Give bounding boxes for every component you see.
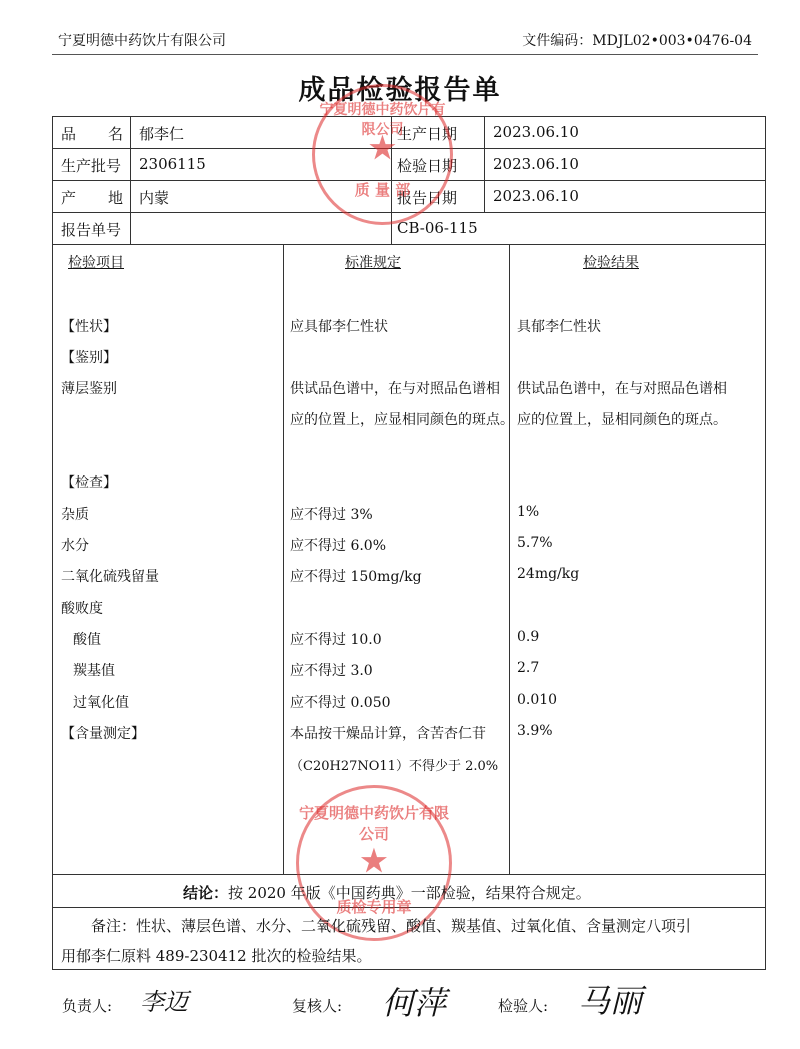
- page-title: 成品检验报告单: [298, 75, 502, 106]
- row-result: 3.9%: [517, 723, 553, 739]
- responsible-signature: 李迈: [140, 988, 188, 1016]
- batch-label: 生产批号: [61, 157, 122, 175]
- row-result: 应的位置上，显相同颜色的斑点。: [517, 412, 727, 428]
- row-result: 0.9: [517, 629, 540, 645]
- stamp-star-icon: ★: [369, 131, 396, 166]
- row-standard: 应不得过 0.050: [290, 695, 391, 711]
- responsible-label: 负责人:: [62, 997, 113, 1015]
- header-divider: [52, 54, 758, 55]
- row-standard: 应不得过 3.0: [290, 663, 373, 679]
- stamp-star-icon: ★: [360, 844, 388, 879]
- row-standard: 应不得过 150mg/kg: [290, 569, 422, 585]
- table-vline: [509, 244, 510, 874]
- conclusion: [183, 882, 591, 903]
- table-vline: [484, 117, 485, 212]
- origin-value: 内蒙: [139, 189, 170, 207]
- row-item: 过氧化值: [73, 695, 129, 711]
- row-standard: 供试品色谱中，在与对照品色谱相: [290, 381, 500, 397]
- stamp-ring-text: 宁夏明德中药饮片有限公司: [319, 102, 446, 138]
- row-result: 具郁李仁性状: [517, 319, 601, 335]
- batch-value: 2306115: [139, 155, 206, 173]
- row-item: 水分: [61, 538, 89, 554]
- row-result: 0.010: [517, 692, 558, 708]
- conclusion-text: 按 2020 年版《中国药典》一部检验，结果符合规定。: [228, 884, 591, 902]
- header-doc-code: 文件编码：MDJL02•003•0476-04: [522, 33, 752, 49]
- remark-line-1: 备注：性状、薄层色谱、水分、二氧化硫残留、酸值、羰基值、过氧化值、含量测定八项引: [91, 917, 692, 935]
- row-item: 【检查】: [61, 475, 117, 491]
- reviewer-label: 复核人:: [292, 997, 343, 1015]
- col-header-standard: 标准规定: [345, 255, 401, 271]
- conclusion-label: 结论：: [183, 884, 229, 902]
- row-result: 5.7%: [517, 535, 553, 551]
- row-result: 供试品色谱中，在与对照品色谱相: [517, 381, 727, 397]
- table-hline: [53, 244, 765, 245]
- inspector-signature: 马丽: [578, 982, 643, 1020]
- report-table: [52, 116, 766, 970]
- row-standard: 本品按干燥品计算，含苦杏仁苷: [290, 726, 486, 742]
- origin-label: 产 地: [61, 189, 123, 207]
- row-item: 薄层鉴别: [61, 381, 117, 397]
- row-item: 【含量测定】: [61, 726, 145, 742]
- row-item: 羰基值: [73, 663, 115, 679]
- name-label: 品 名: [61, 125, 123, 143]
- test-date-label: 检验日期: [397, 157, 458, 175]
- row-item: 【鉴别】: [61, 350, 117, 366]
- row-standard: 应具郁李仁性状: [290, 319, 388, 335]
- row-item: 二氧化硫残留量: [61, 569, 159, 585]
- table-vline: [283, 244, 284, 874]
- test-date-value: 2023.06.10: [493, 155, 579, 173]
- row-item: 酸值: [73, 632, 101, 648]
- row-result: 1%: [517, 504, 540, 520]
- quality-dept-stamp: [312, 84, 453, 225]
- header-company: 宁夏明德中药饮片有限公司: [58, 33, 226, 49]
- row-item: 酸败度: [61, 601, 103, 617]
- row-item: 杂质: [61, 507, 89, 523]
- row-standard: 应不得过 6.0%: [290, 538, 387, 554]
- prod-date-value: 2023.06.10: [493, 123, 579, 141]
- report-date-label: 报告日期: [397, 189, 458, 207]
- table-vline: [130, 117, 131, 244]
- col-header-result: 检验结果: [583, 255, 639, 271]
- row-item: 【性状】: [61, 319, 117, 335]
- prod-date-label: 生产日期: [397, 125, 458, 143]
- stamp-center-text: 质检专用章: [336, 898, 412, 916]
- row-standard: 应的位置上，应显相同颜色的斑点。: [290, 412, 514, 428]
- stamp-ring-text: 宁夏明德中药饮片有限公司: [299, 804, 450, 843]
- report-no-label: 报告单号: [61, 221, 122, 239]
- report-date-value: 2023.06.10: [493, 187, 579, 205]
- row-standard: 应不得过 3%: [290, 507, 373, 523]
- row-result: 24mg/kg: [517, 566, 580, 582]
- name-value: 郁李仁: [139, 125, 185, 143]
- remark-line-2: 用郁李仁原料 489-230412 批次的检验结果。: [61, 947, 372, 965]
- row-standard: （C20H27NO11）不得少于 2.0%: [290, 759, 499, 774]
- row-standard: 应不得过 10.0: [290, 632, 382, 648]
- col-header-item: 检验项目: [68, 255, 124, 271]
- inspector-label: 检验人:: [498, 997, 549, 1015]
- stamp-center-text: 质 量 部: [354, 181, 411, 199]
- report-no-value: CB-06-115: [397, 219, 478, 237]
- row-result: 2.7: [517, 660, 540, 676]
- reviewer-signature: 何萍: [382, 984, 447, 1022]
